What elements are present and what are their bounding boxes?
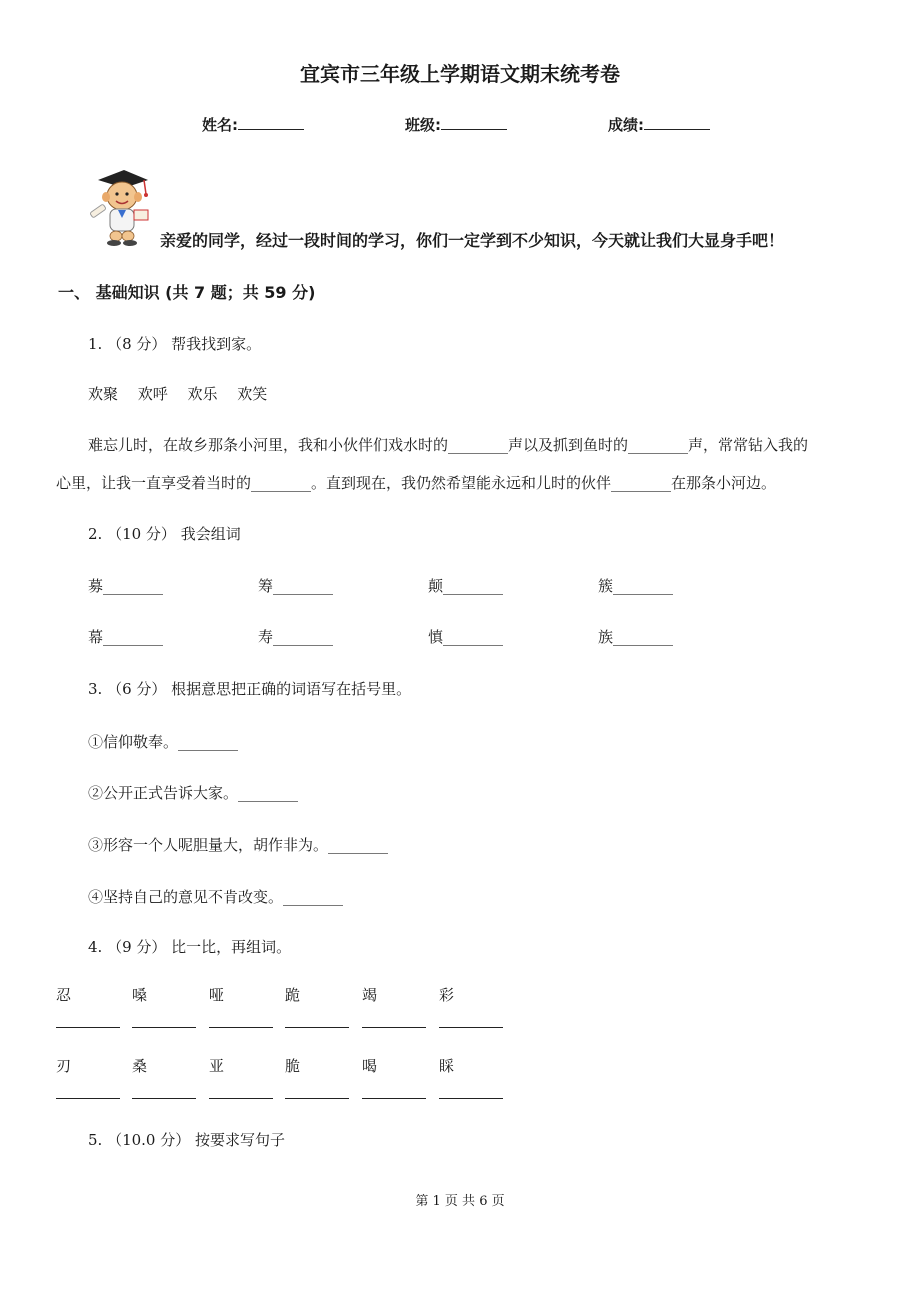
q4-answer-blank <box>362 1027 426 1028</box>
q4-char: 跪 <box>285 986 301 1004</box>
q4-char: 喝 <box>362 1057 378 1075</box>
q4-answer-blank <box>132 1027 196 1028</box>
question-1-passage-line-2: 心里，让我一直享受着当时的________。直到现在，我仍然希望能永远和儿时的伙伴________在那条小河边。 <box>56 474 777 492</box>
q4-answer-blank <box>209 1027 273 1028</box>
page-footer: 第 1 页 共 6 页 <box>415 1194 505 1209</box>
q4-char: 彩 <box>439 986 455 1004</box>
question-3-item-4: ④坚持自己的意见不肯改变。________ <box>88 888 344 906</box>
q2-item: 族________ <box>598 628 674 646</box>
name-field <box>202 114 304 135</box>
q4-char: 刃 <box>56 1057 72 1075</box>
q2-item: 慎________ <box>428 628 504 646</box>
section-heading-basics: 一、 基础知识 (共 7 题；共 59 分) <box>58 283 316 302</box>
q2-item: 幕________ <box>88 628 164 646</box>
q2-item: 簇________ <box>598 577 674 595</box>
score-blank <box>644 128 710 130</box>
class-label: 班级: <box>405 116 441 134</box>
q4-char: 竭 <box>362 986 378 1004</box>
score-field <box>608 114 710 135</box>
q4-answer-blank <box>285 1027 349 1028</box>
question-5-heading: 5. （10.0 分） 按要求写句子 <box>88 1131 286 1149</box>
question-3-item-2: ②公开正式告诉大家。________ <box>88 784 299 802</box>
question-1-passage-line-1: 难忘儿时，在故乡那条小河里，我和小伙伴们戏水时的________声以及抓到鱼时的________声，常常钻入我的 <box>88 436 809 454</box>
q4-char: 亚 <box>209 1057 225 1075</box>
q4-answer-blank <box>56 1098 120 1099</box>
question-4-heading: 4. （9 分） 比一比，再组词。 <box>88 938 292 956</box>
greeting-text: 亲爱的同学，经过一段时间的学习，你们一定学到不少知识，今天就让我们大显身手吧！ <box>160 231 785 250</box>
question-1-heading: 1. （8 分） 帮我找到家。 <box>88 335 262 353</box>
q4-char: 忍 <box>56 986 72 1004</box>
class-blank <box>441 128 507 130</box>
q4-answer-blank <box>362 1098 426 1099</box>
q4-char: 睬 <box>439 1057 455 1075</box>
q2-item: 颠________ <box>428 577 504 595</box>
q2-item: 募________ <box>88 577 164 595</box>
name-label: 姓名: <box>202 116 238 134</box>
q4-char: 嗓 <box>132 986 148 1004</box>
question-3-item-1: ①信仰敬奉。________ <box>88 733 239 751</box>
q4-answer-blank <box>285 1098 349 1099</box>
q4-char: 哑 <box>209 986 225 1004</box>
class-field <box>405 114 507 135</box>
q4-answer-blank <box>439 1027 503 1028</box>
question-3-item-3: ③形容一个人呢胆量大，胡作非为。________ <box>88 836 389 854</box>
question-2-heading: 2. （10 分） 我会组词 <box>88 525 241 543</box>
q4-answer-blank <box>56 1027 120 1028</box>
q4-answer-blank <box>439 1098 503 1099</box>
name-blank <box>238 128 304 130</box>
student-mascot-icon <box>86 164 154 248</box>
q4-answer-blank <box>209 1098 273 1099</box>
score-label: 成绩: <box>608 116 644 134</box>
question-3-heading: 3. （6 分） 根据意思把正确的词语写在括号里。 <box>88 680 412 698</box>
page-title: 宜宾市三年级上学期语文期末统考卷 <box>300 62 620 86</box>
q4-char: 桑 <box>132 1057 148 1075</box>
q4-char: 脆 <box>285 1057 301 1075</box>
q2-item: 筹________ <box>258 577 334 595</box>
question-1-word-bank: 欢聚 欢呼 欢乐 欢笑 <box>88 385 268 403</box>
q4-answer-blank <box>132 1098 196 1099</box>
q2-item: 寿________ <box>258 628 334 646</box>
